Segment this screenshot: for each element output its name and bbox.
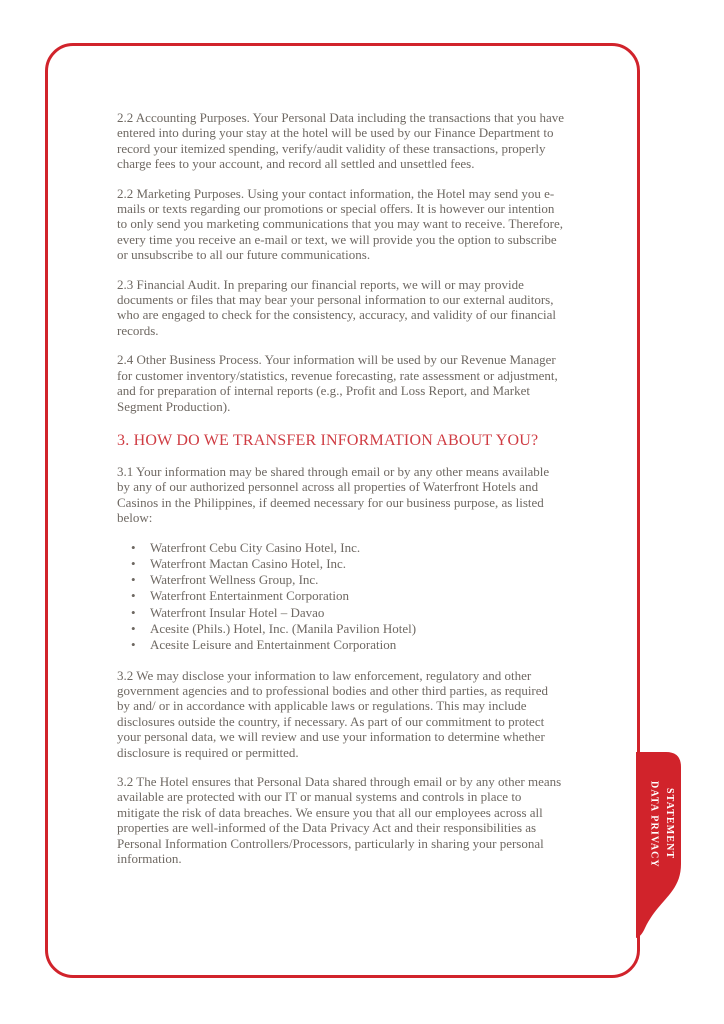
side-tab-label [646, 764, 677, 884]
list-item [131, 604, 564, 621]
section-heading-transfer-info: 3. HOW DO WE TRANSFER INFORMATION ABOUT YOU? [117, 431, 539, 449]
side-tab-label-line2: STATEMENT [664, 788, 675, 860]
bullet-icon: • [131, 572, 136, 588]
list-item-label: Waterfront Cebu City Casino Hotel, Inc. [150, 539, 361, 555]
list-item [131, 588, 564, 604]
bullet-icon: • [131, 637, 136, 653]
paragraph-3-2-disclosure: 3.2 We may disclose your information to law enforcement, regulatory and other government agencies and to professional bodies and other third parties, as required by and/ or in accordance with applicable laws or regulations. This may include disclosures outside the country, if necessary. As part of our commitment to protect your personal data, we will review and use your information to determine whether disclosure is required or permitted. [117, 667, 549, 760]
bullet-icon: • [131, 588, 136, 604]
paragraph-other-business-process: 2.4 Other Business Process. Your information will be used by our Revenue Manager for customer inventory/statistics, revenue forecasting, rate assessment or adjustment, and for preparation of internal reports (e.g., Profit and Loss Report, and Market Segment Production). [117, 352, 558, 414]
list-item [131, 621, 564, 637]
bullet-icon: • [131, 621, 136, 637]
paragraph-3-2-protection: 3.2 The Hotel ensures that Personal Data shared through email or by any other means available are protected with our IT or manual systems and controls in place to mitigate the risk of data breaches. We ensure you that all our employees across all properties are well-informed of the Data Privacy Act and their responsibilities as Personal Information Controllers/Processors, particularly in sharing your personal information. [117, 774, 562, 867]
list-item-label: Waterfront Wellness Group, Inc. [150, 572, 319, 588]
bullet-icon: • [131, 555, 136, 571]
list-item [131, 572, 564, 588]
paragraph-accounting-purposes: 2.2 Accounting Purposes. Your Personal Data including the transactions that you have entered into during your stay at the hotel will be used by our Finance Department to record your itemized spending, verify/audit validity of these transactions, properly charge fees to your account, and record all settled and unsettled fees. [117, 110, 564, 172]
paragraph-3-1-sharing: 3.1 Your information may be shared through email or by any other means available by any of our authorized personnel across all properties of Waterfront Hotels and Casinos in the Philippines, if deemed necessary for our business purpose, as listed below: [117, 463, 550, 526]
list-item [131, 637, 564, 653]
document-content [117, 110, 564, 880]
side-tab-label-line1: DATA PRIVACY [648, 780, 660, 868]
list-item-label: Waterfront Entertainment Corporation [150, 588, 349, 604]
list-item-label: Acesite Leisure and Entertainment Corporation [150, 637, 397, 653]
paragraph-financial-audit: 2.3 Financial Audit. In preparing our financial reports, we will or may provide documents or files that may bear your personal information to our external auditors, who are engaged to check for the consistency, accuracy, and validity of our financial records. [117, 276, 557, 338]
bullet-icon: • [131, 604, 136, 620]
affiliated-properties-list [117, 540, 564, 654]
list-item-label: Waterfront Mactan Casino Hotel, Inc. [150, 555, 347, 571]
list-item-label: Waterfront Insular Hotel – Davao [150, 604, 325, 620]
list-item [131, 539, 564, 556]
bullet-icon: • [131, 539, 136, 555]
paragraph-marketing-purposes: 2.2 Marketing Purposes. Using your contact information, the Hotel may send you e-mails or texts regarding our promotions or special offers. It is however our intention to only send you marketing communications that you may want to receive. Therefore, every time you receive an e-mail or text, we will provide you the option to subscribe or unsubscribe to all our future communications. [117, 185, 563, 263]
list-item [131, 555, 564, 572]
list-item-label: Acesite (Phils.) Hotel, Inc. (Manila Pavilion Hotel) [150, 621, 417, 637]
